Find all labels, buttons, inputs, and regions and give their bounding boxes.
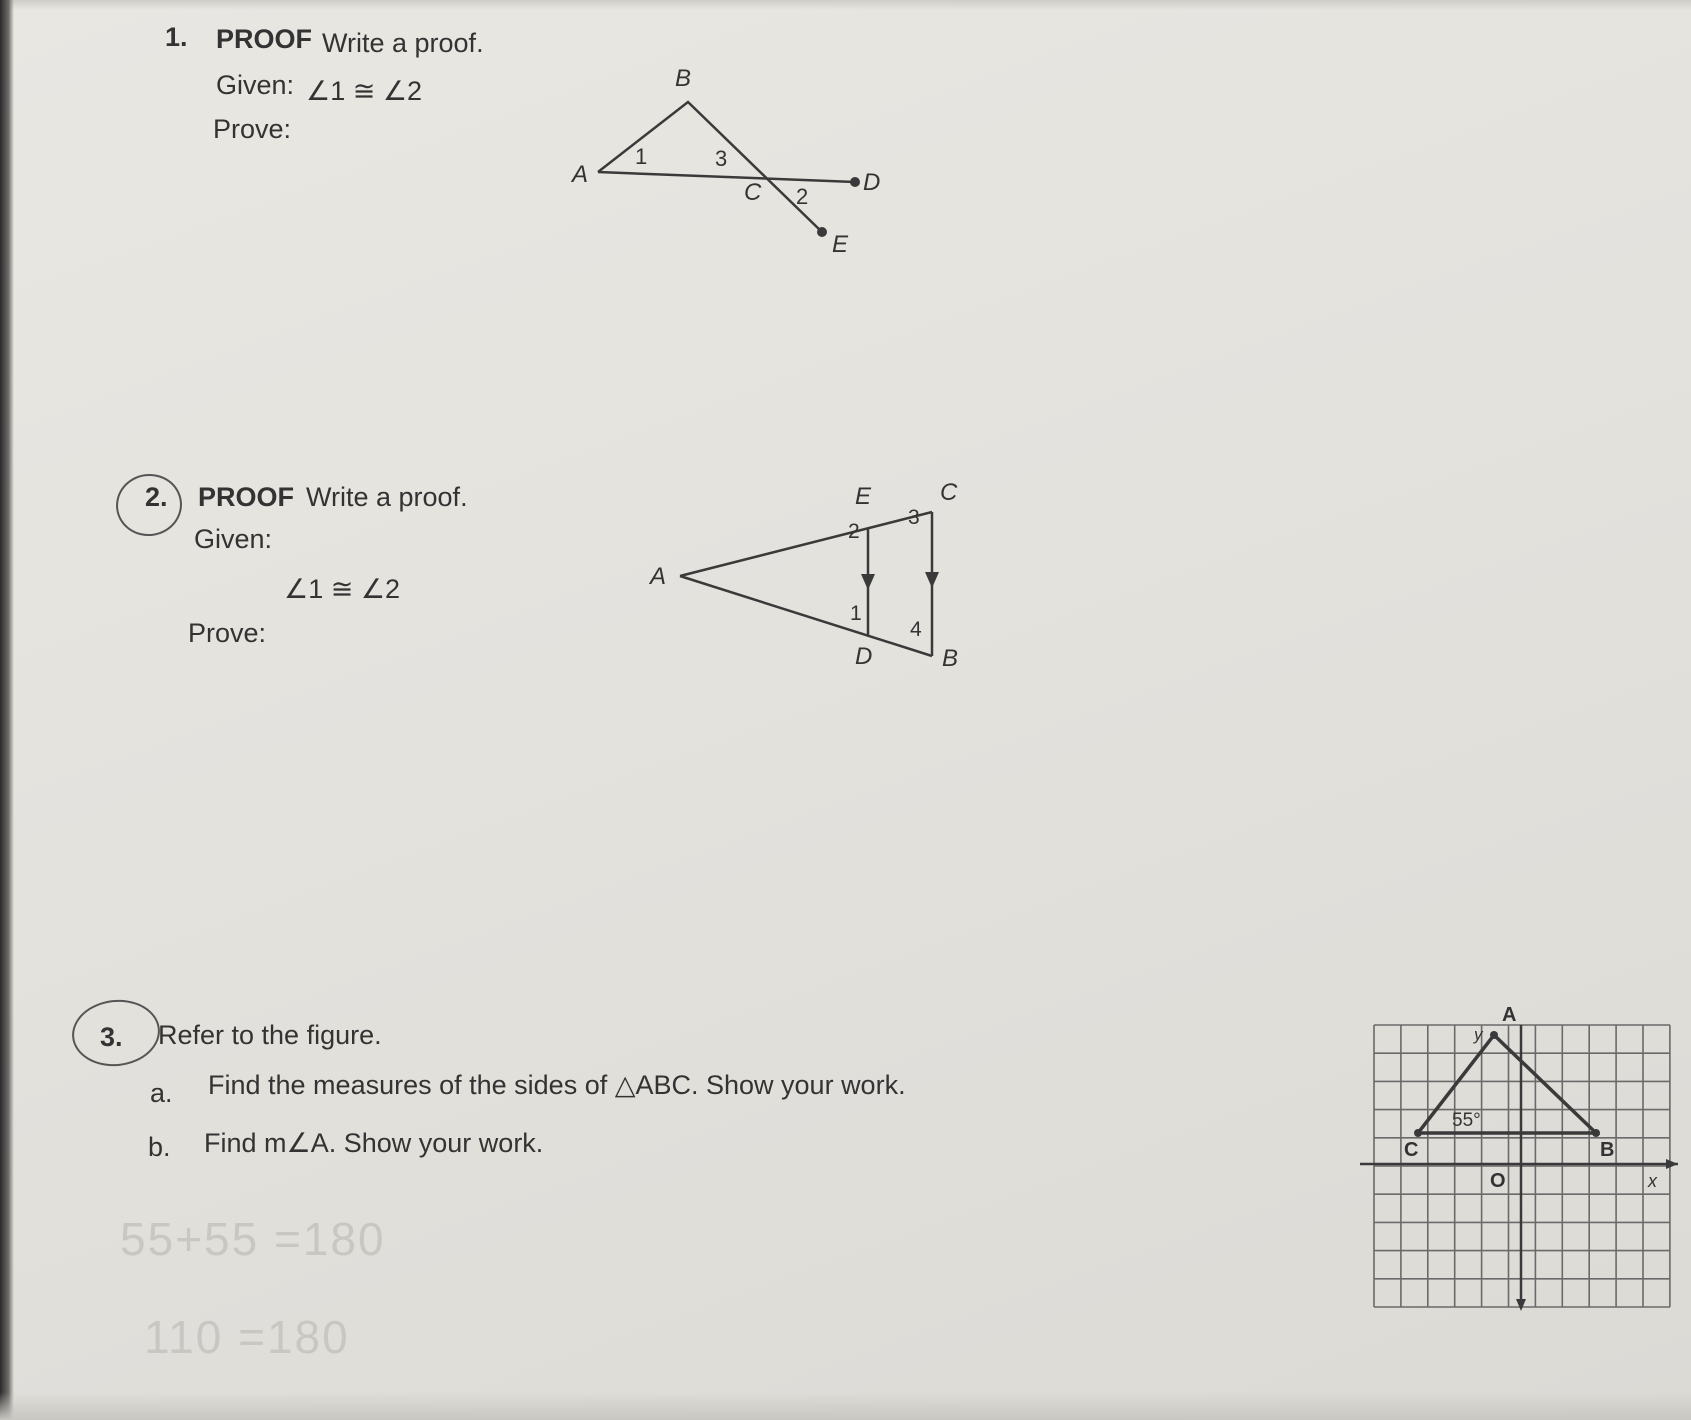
problem-2-instruction: Write a proof. xyxy=(306,482,468,512)
problem-3-part-a-label: a. xyxy=(150,1078,173,1108)
angle-1-label: 1 xyxy=(635,144,648,169)
y-axis-arrow xyxy=(1516,1299,1526,1311)
point-a-label: A xyxy=(572,161,589,188)
problem-3-part-b-text: Find m∠A. Show your work. xyxy=(204,1128,544,1158)
problem-3-coordinate-grid xyxy=(1360,995,1680,1315)
page-left-shadow xyxy=(0,0,14,1420)
point-c-label: C xyxy=(744,179,762,206)
point-c-dot xyxy=(1414,1129,1422,1137)
x-axis-label: x xyxy=(1648,1171,1657,1191)
pencil-line-2: 110 =180 xyxy=(144,1311,350,1363)
point-e-label: E xyxy=(855,483,872,510)
y-axis-label: y xyxy=(1474,1025,1483,1044)
point-d-dot xyxy=(850,177,860,187)
angle-2-label: 2 xyxy=(848,520,860,543)
problem-3-part-a-text: Find the measures of the sides of △ABC. Show your work. xyxy=(208,1070,906,1100)
problem-2-prove-label: Prove: xyxy=(188,618,267,648)
point-d-label: D xyxy=(855,643,873,670)
problem-1-figure xyxy=(560,60,900,260)
page-bottom-shadow xyxy=(0,1392,1691,1420)
point-a-label: A xyxy=(1502,1004,1517,1026)
point-a-label: A xyxy=(650,563,667,590)
problem-1-prove-label: Prove: xyxy=(213,114,292,144)
x-axis-arrow xyxy=(1666,1159,1678,1169)
point-b-label: B xyxy=(675,65,692,92)
problem-2-given-label: Given: xyxy=(194,524,273,554)
problem-3-intro: Refer to the figure. xyxy=(158,1020,382,1050)
problem-2-given-value: ∠1 ≅ ∠2 xyxy=(284,574,401,604)
angle-2-label: 2 xyxy=(796,184,809,209)
problem-3-number: 3. xyxy=(100,1022,123,1052)
point-c-label: C xyxy=(1404,1139,1419,1161)
parallel-arrow-cb xyxy=(925,572,939,588)
problem-1-given-label: Given: xyxy=(216,70,295,100)
angle-3-label: 3 xyxy=(908,506,920,529)
point-e-label: E xyxy=(832,231,849,258)
angle-3-label: 3 xyxy=(715,146,728,171)
segment-ac xyxy=(680,512,932,576)
problem-1-instruction: Write a proof. xyxy=(322,28,484,58)
segment-ab xyxy=(680,576,932,656)
segment-abe xyxy=(598,102,822,232)
point-a-dot xyxy=(1490,1031,1498,1039)
problem-1-given-value: ∠1 ≅ ∠2 xyxy=(306,76,423,106)
problem-2-figure xyxy=(640,470,980,680)
problem-1-keyword: PROOF xyxy=(216,24,313,54)
point-e-dot xyxy=(817,227,827,237)
pencil-line-1: 55+55 =180 xyxy=(120,1213,386,1265)
problem-2-keyword: PROOF xyxy=(198,482,295,512)
page-top-shadow xyxy=(0,0,1691,10)
problem-3-part-b-label: b. xyxy=(148,1132,171,1162)
point-b-label: B xyxy=(1600,1139,1615,1161)
point-b-dot xyxy=(1592,1129,1600,1137)
origin-label: O xyxy=(1490,1170,1506,1192)
angle-1-label: 1 xyxy=(850,602,862,625)
angle-c-measure-label: 55° xyxy=(1452,1110,1481,1131)
point-d-label: D xyxy=(863,169,881,196)
parallel-arrow-ed xyxy=(861,574,875,590)
segment-ad xyxy=(598,172,855,182)
angle-4-label: 4 xyxy=(910,618,922,641)
point-c-label: C xyxy=(940,479,958,506)
problem-1-number: 1. xyxy=(165,22,188,52)
point-b-label: B xyxy=(942,645,959,672)
problem-2-number: 2. xyxy=(145,482,168,512)
triangle-abc xyxy=(1418,1035,1596,1133)
